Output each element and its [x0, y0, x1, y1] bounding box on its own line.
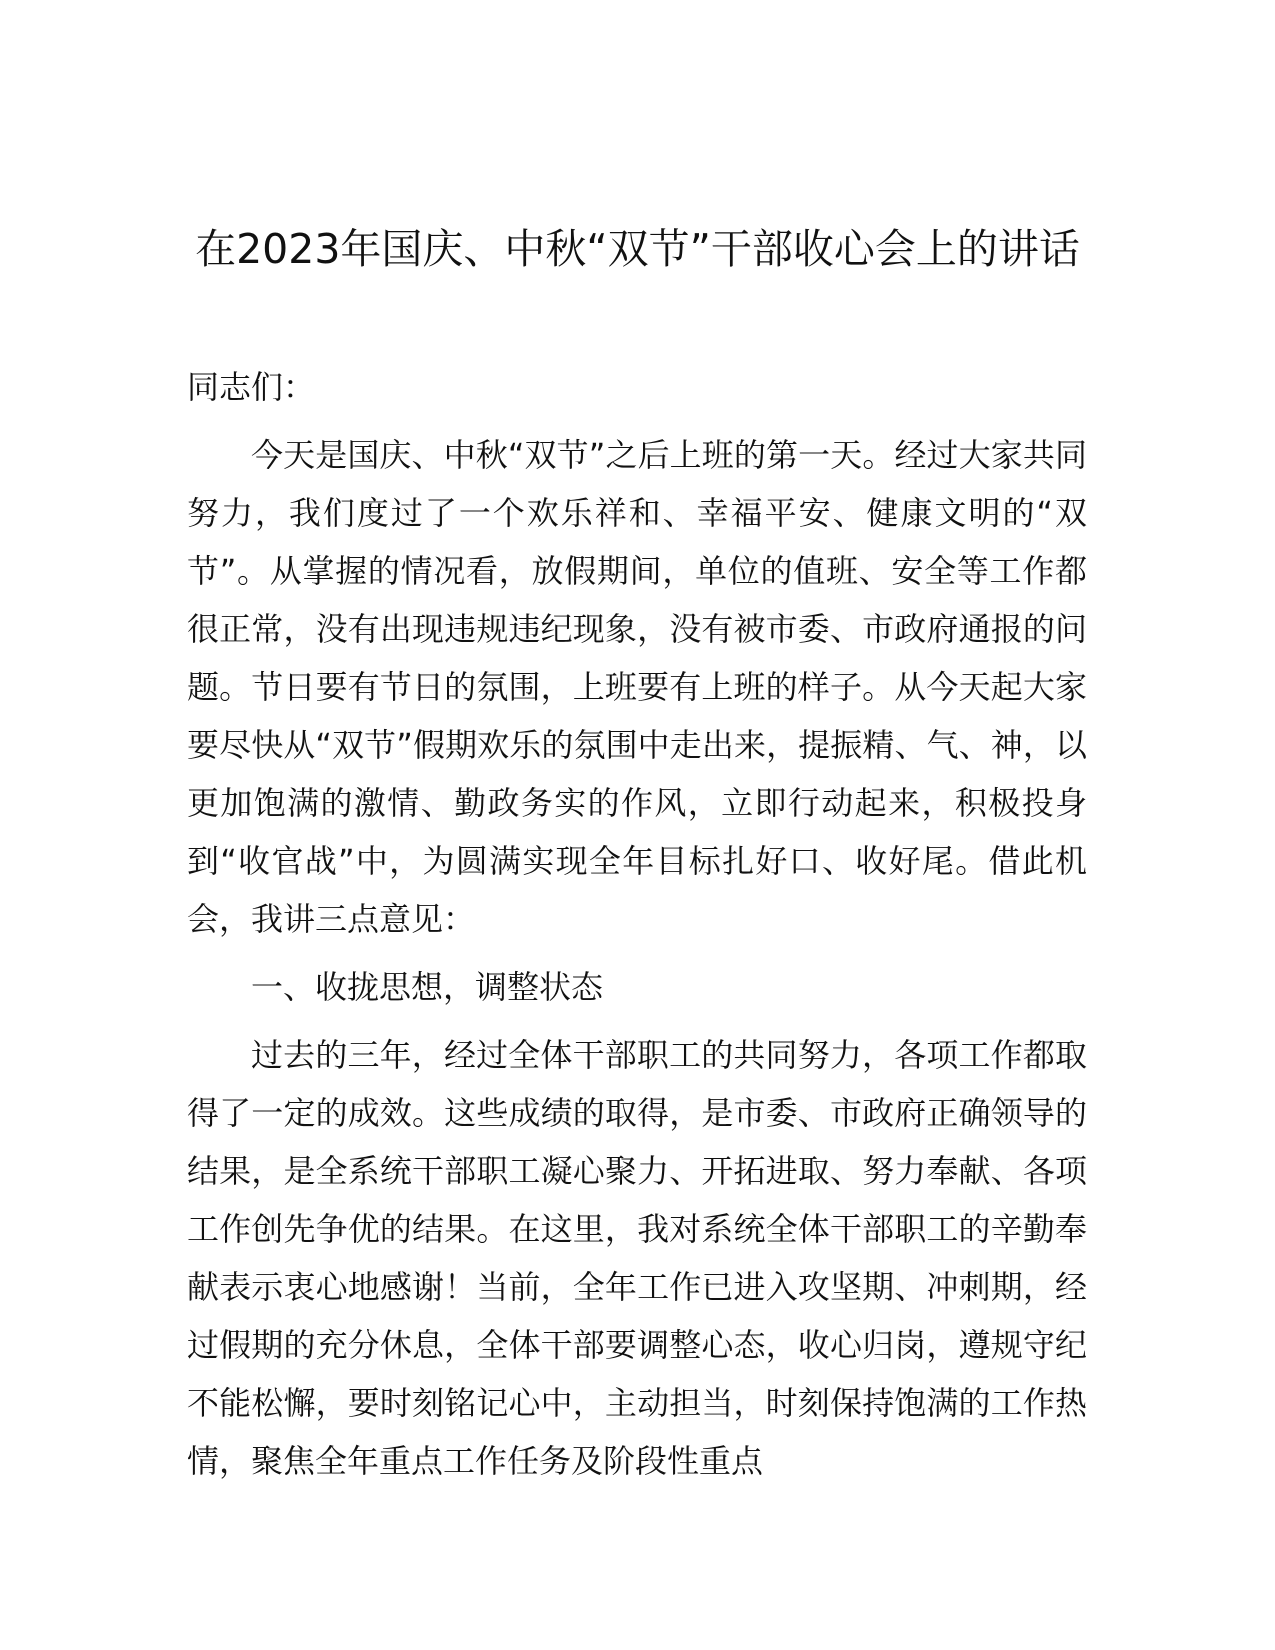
- section-heading-1: 一、收拢思想，调整状态: [251, 968, 604, 1006]
- document-title: 在2023年国庆、中秋“双节”干部收心会上的讲话: [195, 225, 1080, 273]
- paragraph-intro: 今天是国庆、中秋“双节”之后上班的第一天。经过大家共同努力，我们度过了一个欢乐祥和、幸福平安、健康文明的“双节”。从掌握的情况看，放假期间，单位的值班、安全等工作都很正常，没有出现违规违纪现象，没有被市委、市政府通报的问题。节日要有节日的氛围，上班要有上班的样子。从今天起大家要尽快从“双节”假期欢乐的氛围中走出来，提振精、气、神，以更加饱满的激情、勤政务实的作风，立即行动起来，积极投身到“收官战”中，为圆满实现全年目标扎好口、收好尾。借此机会，我讲三点意见：: [187, 436, 1087, 938]
- paragraph-section-1: 过去的三年，经过全体干部职工的共同努力，各项工作都取得了一定的成效。这些成绩的取得，是市委、市政府正确领导的结果，是全系统干部职工凝心聚力、开拓进取、努力奉献、各项工作创先争优的结果。在这里，我对系统全体干部职工的辛勤奉献表示衷心地感谢！当前，全年工作已进入攻坚期、冲刺期，经过假期的充分休息，全体干部要调整心态，收心归岗，遵规守纪不能松懈，要时刻铭记心中，主动担当，时刻保持饱满的工作热情，聚焦全年重点工作任务及阶段性重点: [187, 1036, 1087, 1480]
- greeting: 同志们：: [187, 368, 316, 406]
- document-body: [187, 358, 1087, 1500]
